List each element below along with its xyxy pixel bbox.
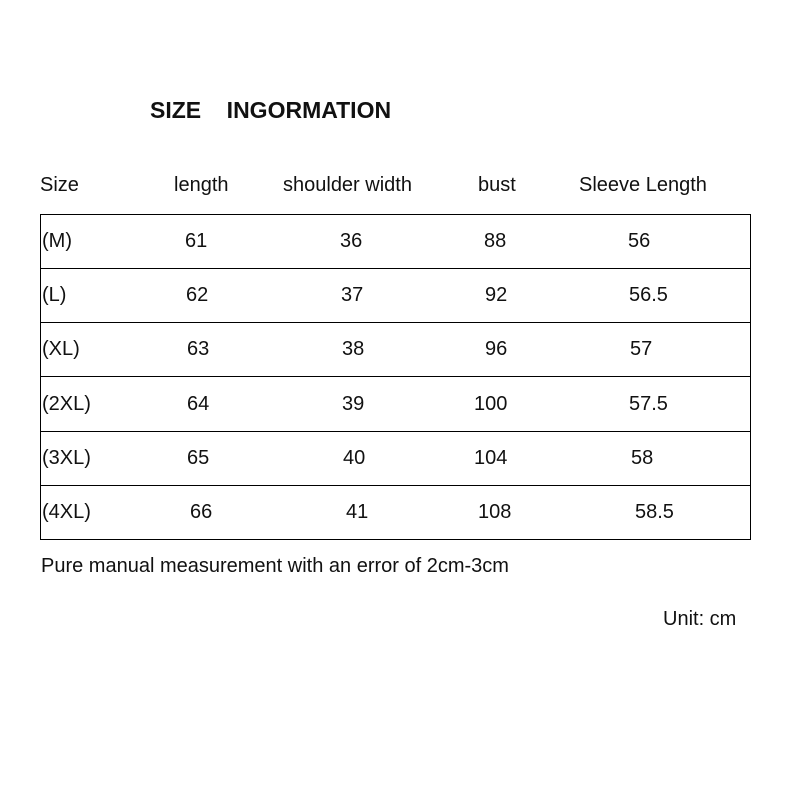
- cell-sleeve-length: 57.5: [629, 393, 668, 415]
- table-header: [0, 174, 800, 202]
- cell-shoulder-width: 39: [342, 393, 365, 415]
- page-title: SIZE INGORMATION: [150, 97, 392, 123]
- table-row: [41, 323, 750, 377]
- header-shoulder-width: shoulder width: [283, 174, 412, 196]
- cell-size: (2XL): [42, 393, 91, 415]
- cell-size: (L): [42, 284, 67, 306]
- size-table: [40, 214, 751, 540]
- table-row: [41, 269, 750, 323]
- table-row: [41, 486, 750, 540]
- header-size: Size: [40, 174, 79, 196]
- cell-length: 63: [187, 338, 210, 360]
- cell-shoulder-width: 36: [340, 230, 363, 252]
- cell-sleeve-length: 58.5: [635, 501, 674, 523]
- cell-length: 66: [190, 501, 213, 523]
- cell-shoulder-width: 40: [343, 447, 366, 469]
- table-row: [41, 378, 750, 432]
- cell-sleeve-length: 57: [630, 338, 653, 360]
- cell-bust: 96: [485, 338, 508, 360]
- cell-size: (4XL): [42, 501, 91, 523]
- cell-sleeve-length: 56.5: [629, 284, 668, 306]
- cell-length: 62: [186, 284, 209, 306]
- cell-length: 61: [185, 230, 208, 252]
- cell-shoulder-width: 41: [346, 501, 369, 523]
- cell-bust: 108: [478, 501, 512, 523]
- header-length: length: [174, 174, 229, 196]
- cell-sleeve-length: 58: [631, 447, 654, 469]
- cell-bust: 100: [474, 393, 508, 415]
- cell-length: 65: [187, 447, 210, 469]
- cell-shoulder-width: 37: [341, 284, 364, 306]
- cell-shoulder-width: 38: [342, 338, 365, 360]
- header-sleeve-length: Sleeve Length: [579, 174, 707, 196]
- cell-size: (M): [42, 230, 72, 252]
- cell-sleeve-length: 56: [628, 230, 651, 252]
- cell-bust: 92: [485, 284, 508, 306]
- measurement-note: Pure manual measurement with an error of 2cm-3cm: [41, 555, 509, 577]
- cell-size: (XL): [42, 338, 80, 360]
- header-bust: bust: [478, 174, 516, 196]
- unit-label: Unit: cm: [663, 608, 737, 630]
- cell-length: 64: [187, 393, 210, 415]
- table-row: [41, 215, 750, 269]
- table-row: [41, 432, 750, 486]
- cell-size: (3XL): [42, 447, 91, 469]
- cell-bust: 104: [474, 447, 508, 469]
- cell-bust: 88: [484, 230, 507, 252]
